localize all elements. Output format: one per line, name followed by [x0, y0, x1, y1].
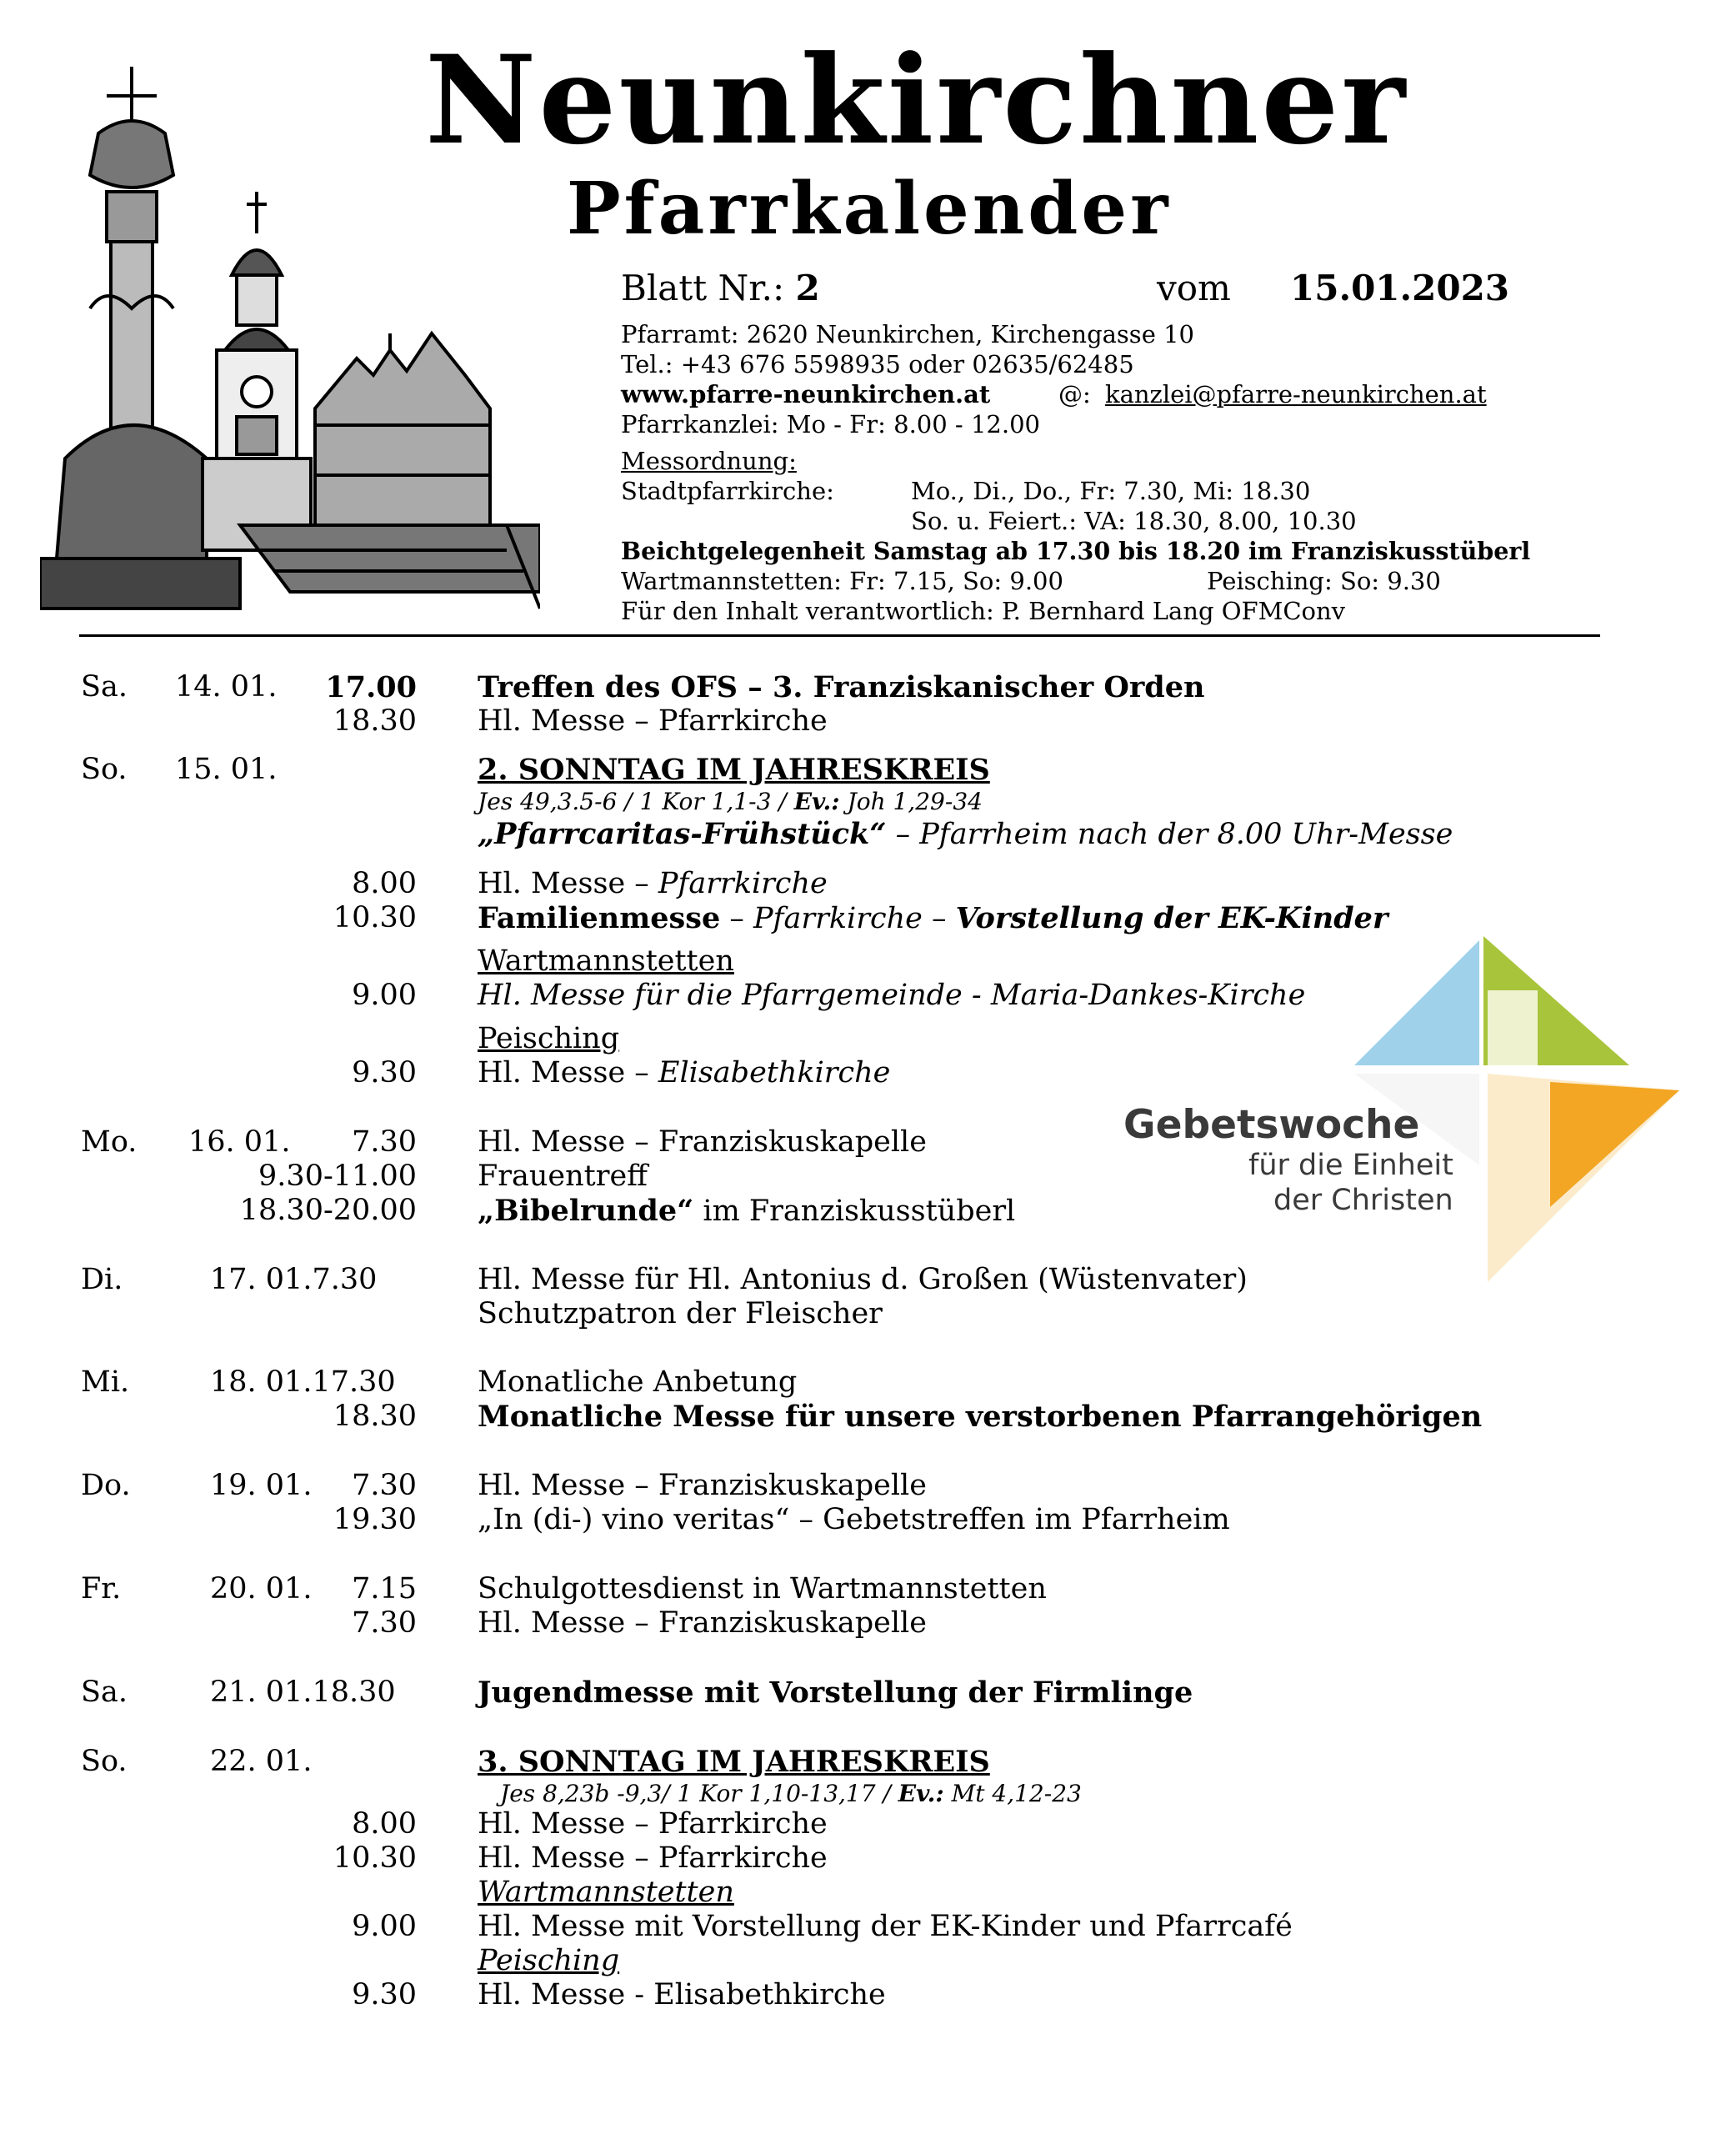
event: Monatliche Messe für unsere verstorbenen Pfarrangehörigen	[478, 1400, 1483, 1434]
responsible-person: Für den Inhalt verantwortlich: P. Bernhard Lang OFMConv	[621, 597, 1346, 625]
logo-line3: der Christen	[1273, 1184, 1453, 1217]
event: Hl. Messe – Elisabethkirche	[478, 1056, 891, 1090]
time: 7.30	[352, 1469, 417, 1502]
wartmannstetten-masses: Wartmannstetten: Fr: 7.15, So: 9.00	[621, 567, 1063, 595]
office-hours: Pfarrkanzlei: Mo - Fr: 8.00 - 12.00	[621, 410, 1040, 438]
date-fr20: 20. 01.	[210, 1572, 313, 1606]
time: 9.30-11.00	[258, 1160, 417, 1193]
email-prefix: @:	[1058, 380, 1091, 408]
location-label: Peisching	[478, 1022, 620, 1055]
sunday-heading: 2. SONNTAG IM JAHRESKREIS	[478, 753, 990, 787]
date-so22: 22. 01.	[210, 1745, 313, 1778]
time: 18.30	[333, 1400, 417, 1433]
date-so15: 15. 01.	[175, 753, 278, 786]
event: Hl. Messe – Pfarrkirche	[478, 867, 828, 900]
mass-order-label: Messordnung:	[621, 447, 797, 475]
time: 10.30	[333, 1841, 417, 1875]
event: Monatliche Anbetung	[478, 1365, 798, 1399]
time: 8.00	[352, 867, 417, 900]
logo-line2: für die Einheit	[1248, 1149, 1453, 1182]
email-link[interactable]: kanzlei@pfarre-neunkirchen.at	[1105, 380, 1487, 408]
date-do19: 19. 01.	[210, 1469, 313, 1502]
day-mo16: Mo.	[81, 1125, 138, 1159]
time: 9.30	[352, 1978, 417, 2011]
event: Schutzpatron der Fleischer	[478, 1297, 883, 1330]
datetime-sa21: 21. 01.18.30	[210, 1676, 396, 1709]
event: Hl. Messe mit Vorstellung der EK-Kinder und Pfarrcafé	[478, 1910, 1293, 1943]
time: 7.15	[352, 1572, 417, 1606]
day-fr20: Fr.	[81, 1572, 122, 1606]
time: 9.00	[352, 979, 417, 1012]
day-so15: So.	[81, 753, 128, 786]
page-title: Neunkirchner	[425, 29, 1408, 172]
event: Hl. Messe - Elisabethkirche	[478, 1978, 886, 2011]
city-church-sundays: So. u. Feiert.: VA: 18.30, 8.00, 10.30	[911, 507, 1357, 535]
event: Hl. Messe – Franziskuskapelle	[478, 1606, 927, 1640]
sheet-number: 2	[795, 268, 820, 308]
logo-title: Gebetswoche	[1123, 1102, 1420, 1148]
event: Hl. Messe für die Pfarrgemeinde - Maria-Dankes-Kirche	[478, 979, 1306, 1012]
location-label: Wartmannstetten	[478, 944, 734, 978]
page-subtitle: Pfarrkalender	[567, 167, 1172, 251]
event: Frauentreff	[478, 1160, 648, 1193]
confession-hours: Beichtgelegenheit Samstag ab 17.30 bis 18.20 im Franziskusstüberl	[621, 537, 1531, 565]
time: 8.00	[352, 1807, 417, 1841]
time: 9.00	[352, 1910, 417, 1943]
peisching-masses: Peisching: So: 9.30	[1207, 567, 1441, 595]
time: 9.30	[352, 1056, 417, 1090]
event: Hl. Messe für Hl. Antonius d. Großen (Wüstenvater)	[478, 1263, 1248, 1296]
phone: Tel.: +43 676 5598935 oder 02635/62485	[621, 350, 1134, 378]
day-di17: Di.	[81, 1263, 123, 1296]
city-church-weekdays: Mo., Di., Do., Fr: 7.30, Mi: 18.30	[911, 477, 1311, 505]
event: Familienmesse – Pfarrkirche – Vorstellung der EK-Kinder	[478, 901, 1388, 935]
bible-readings: Jes 49,3.5-6 / 1 Kor 1,1-3 / Ev.: Joh 1,29-34	[478, 788, 983, 815]
event: „Bibelrunde“ im Franziskusstüberl	[478, 1194, 1016, 1228]
time: 7.30	[352, 1606, 417, 1640]
location-label: Wartmannstetten	[478, 1876, 734, 1909]
time: 7.30	[352, 1125, 417, 1159]
event: Treffen des OFS – 3. Franziskanischer Orden	[478, 670, 1205, 704]
header-divider	[79, 634, 1600, 637]
day-do19: Do.	[81, 1469, 131, 1502]
website-link[interactable]: www.pfarre-neunkirchen.at	[621, 380, 991, 408]
bible-readings: Jes 8,23b -9,3/ 1 Kor 1,10-13,17 / Ev.: Mt 4,12-23	[500, 1780, 1082, 1807]
sunday-heading: 3. SONNTAG IM JAHRESKREIS	[478, 1745, 990, 1779]
event: „In (di-) vino veritas“ – Gebetstreffen im Pfarrheim	[478, 1503, 1230, 1536]
time: 10.30	[333, 901, 417, 934]
day-mi18: Mi.	[81, 1365, 130, 1399]
date-mo16: 16. 01.	[188, 1125, 291, 1159]
sheet-label: Blatt Nr.: 2	[621, 268, 820, 308]
day-sa14: Sa.	[81, 670, 128, 704]
day-so22: So.	[81, 1745, 128, 1778]
sheet-date: 15.01.2023	[1290, 268, 1510, 308]
city-church-label: Stadtpfarrkirche:	[621, 477, 834, 505]
address: Pfarramt: 2620 Neunkirchen, Kirchengasse 10	[621, 320, 1194, 348]
location-label: Peisching	[478, 1944, 620, 1977]
date-label: vom	[1157, 268, 1231, 308]
datetime-mi18: 18. 01.17.30	[210, 1365, 396, 1399]
date-sa14: 14. 01.	[175, 670, 278, 704]
time: 18.30	[333, 704, 417, 738]
event: Hl. Messe – Pfarrkirche	[478, 704, 828, 738]
caritas-breakfast: „Pfarrcaritas-Frühstück“ – Pfarrheim nach der 8.00 Uhr-Messe	[478, 817, 1453, 851]
event: Hl. Messe – Pfarrkirche	[478, 1841, 828, 1875]
event: Hl. Messe – Franziskuskapelle	[478, 1469, 927, 1502]
time: 18.30-20.00	[239, 1194, 417, 1227]
event: Jugendmesse mit Vorstellung der Firmlinge	[478, 1676, 1193, 1710]
time: 17.00	[325, 670, 417, 704]
event: Hl. Messe – Franziskuskapelle	[478, 1125, 927, 1159]
event: Schulgottesdienst in Wartmannstetten	[478, 1572, 1047, 1606]
event: Hl. Messe – Pfarrkirche	[478, 1807, 828, 1841]
time: 19.30	[333, 1503, 417, 1536]
datetime-di17: 17. 01.7.30	[210, 1263, 378, 1296]
day-sa21: Sa.	[81, 1676, 128, 1709]
